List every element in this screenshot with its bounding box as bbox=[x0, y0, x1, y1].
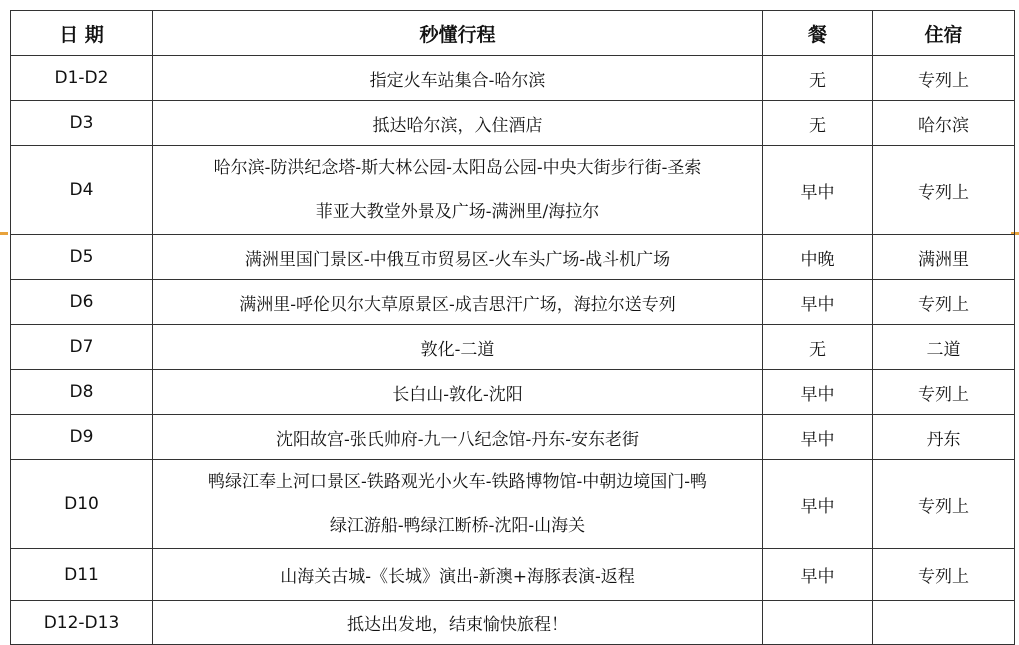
route-cell bbox=[153, 146, 763, 235]
stay-cell bbox=[873, 601, 1015, 645]
day-cell: D5 bbox=[11, 235, 153, 280]
route-line: 鸭绿江奉上河口景区-铁路观光小火车-铁路博物馆-中朝边境国门-鸭 bbox=[208, 472, 707, 492]
route-line: 哈尔滨-防洪纪念塔-斯大林公园-太阳岛公园-中央大街步行街-圣索 bbox=[213, 158, 702, 178]
table-row bbox=[11, 56, 1015, 101]
day-cell: D12-D13 bbox=[11, 601, 153, 645]
table-row bbox=[11, 146, 1015, 235]
header-lodging: 住宿 bbox=[873, 11, 1015, 56]
route-cell: 山海关古城-《长城》演出-新澳+海豚表演-返程 bbox=[153, 549, 763, 601]
route-line: 菲亚大教堂外景及广场-满洲里/海拉尔 bbox=[315, 202, 600, 222]
stay-cell: 专列上 bbox=[873, 280, 1015, 325]
stay-cell: 哈尔滨 bbox=[873, 101, 1015, 146]
table-row bbox=[11, 101, 1015, 146]
meal-cell: 早中 bbox=[763, 460, 873, 549]
itinerary-table bbox=[10, 10, 1015, 645]
day-cell: D10 bbox=[11, 460, 153, 549]
page-edge-mark bbox=[0, 232, 8, 235]
day-cell: D8 bbox=[11, 370, 153, 415]
stay-cell: 专列上 bbox=[873, 549, 1015, 601]
route-cell: 沈阳故宫-张氏帅府-九一八纪念馆-丹东-安东老街 bbox=[153, 415, 763, 460]
table-row bbox=[11, 325, 1015, 370]
meal-cell: 早中 bbox=[763, 415, 873, 460]
header-date: 日 期 bbox=[11, 11, 153, 56]
day-cell: D1-D2 bbox=[11, 56, 153, 101]
stay-cell: 满洲里 bbox=[873, 235, 1015, 280]
route-cell: 抵达出发地，结束愉快旅程！ bbox=[153, 601, 763, 645]
day-cell: D7 bbox=[11, 325, 153, 370]
table-row bbox=[11, 370, 1015, 415]
stay-cell: 二道 bbox=[873, 325, 1015, 370]
meal-cell: 无 bbox=[763, 325, 873, 370]
route-line: 绿江游船-鸭绿江断桥-沈阳-山海关 bbox=[329, 516, 586, 536]
stay-cell: 专列上 bbox=[873, 460, 1015, 549]
meal-cell: 无 bbox=[763, 101, 873, 146]
table-row bbox=[11, 460, 1015, 549]
route-cell: 满洲里国门景区-中俄互市贸易区-火车头广场-战斗机广场 bbox=[153, 235, 763, 280]
day-cell: D3 bbox=[11, 101, 153, 146]
route-cell: 长白山-敦化-沈阳 bbox=[153, 370, 763, 415]
day-cell: D6 bbox=[11, 280, 153, 325]
table-row bbox=[11, 601, 1015, 645]
table-row bbox=[11, 415, 1015, 460]
route-cell: 敦化-二道 bbox=[153, 325, 763, 370]
header-meals: 餐 bbox=[763, 11, 873, 56]
meal-cell: 早中 bbox=[763, 146, 873, 235]
route-cell: 抵达哈尔滨，入住酒店 bbox=[153, 101, 763, 146]
meal-cell: 无 bbox=[763, 56, 873, 101]
stay-cell: 丹东 bbox=[873, 415, 1015, 460]
route-cell: 满洲里-呼伦贝尔大草原景区-成吉思汗广场，海拉尔送专列 bbox=[153, 280, 763, 325]
header-itinerary: 秒懂行程 bbox=[153, 11, 763, 56]
meal-cell: 早中 bbox=[763, 370, 873, 415]
stay-cell: 专列上 bbox=[873, 56, 1015, 101]
table-header-row bbox=[11, 11, 1015, 56]
stay-cell: 专列上 bbox=[873, 146, 1015, 235]
meal-cell bbox=[763, 601, 873, 645]
table-row bbox=[11, 549, 1015, 601]
route-cell: 指定火车站集合-哈尔滨 bbox=[153, 56, 763, 101]
meal-cell: 中晚 bbox=[763, 235, 873, 280]
table-row bbox=[11, 235, 1015, 280]
day-cell: D11 bbox=[11, 549, 153, 601]
meal-cell: 早中 bbox=[763, 549, 873, 601]
day-cell: D9 bbox=[11, 415, 153, 460]
stay-cell: 专列上 bbox=[873, 370, 1015, 415]
table-row bbox=[11, 280, 1015, 325]
meal-cell: 早中 bbox=[763, 280, 873, 325]
route-cell bbox=[153, 460, 763, 549]
day-cell: D4 bbox=[11, 146, 153, 235]
